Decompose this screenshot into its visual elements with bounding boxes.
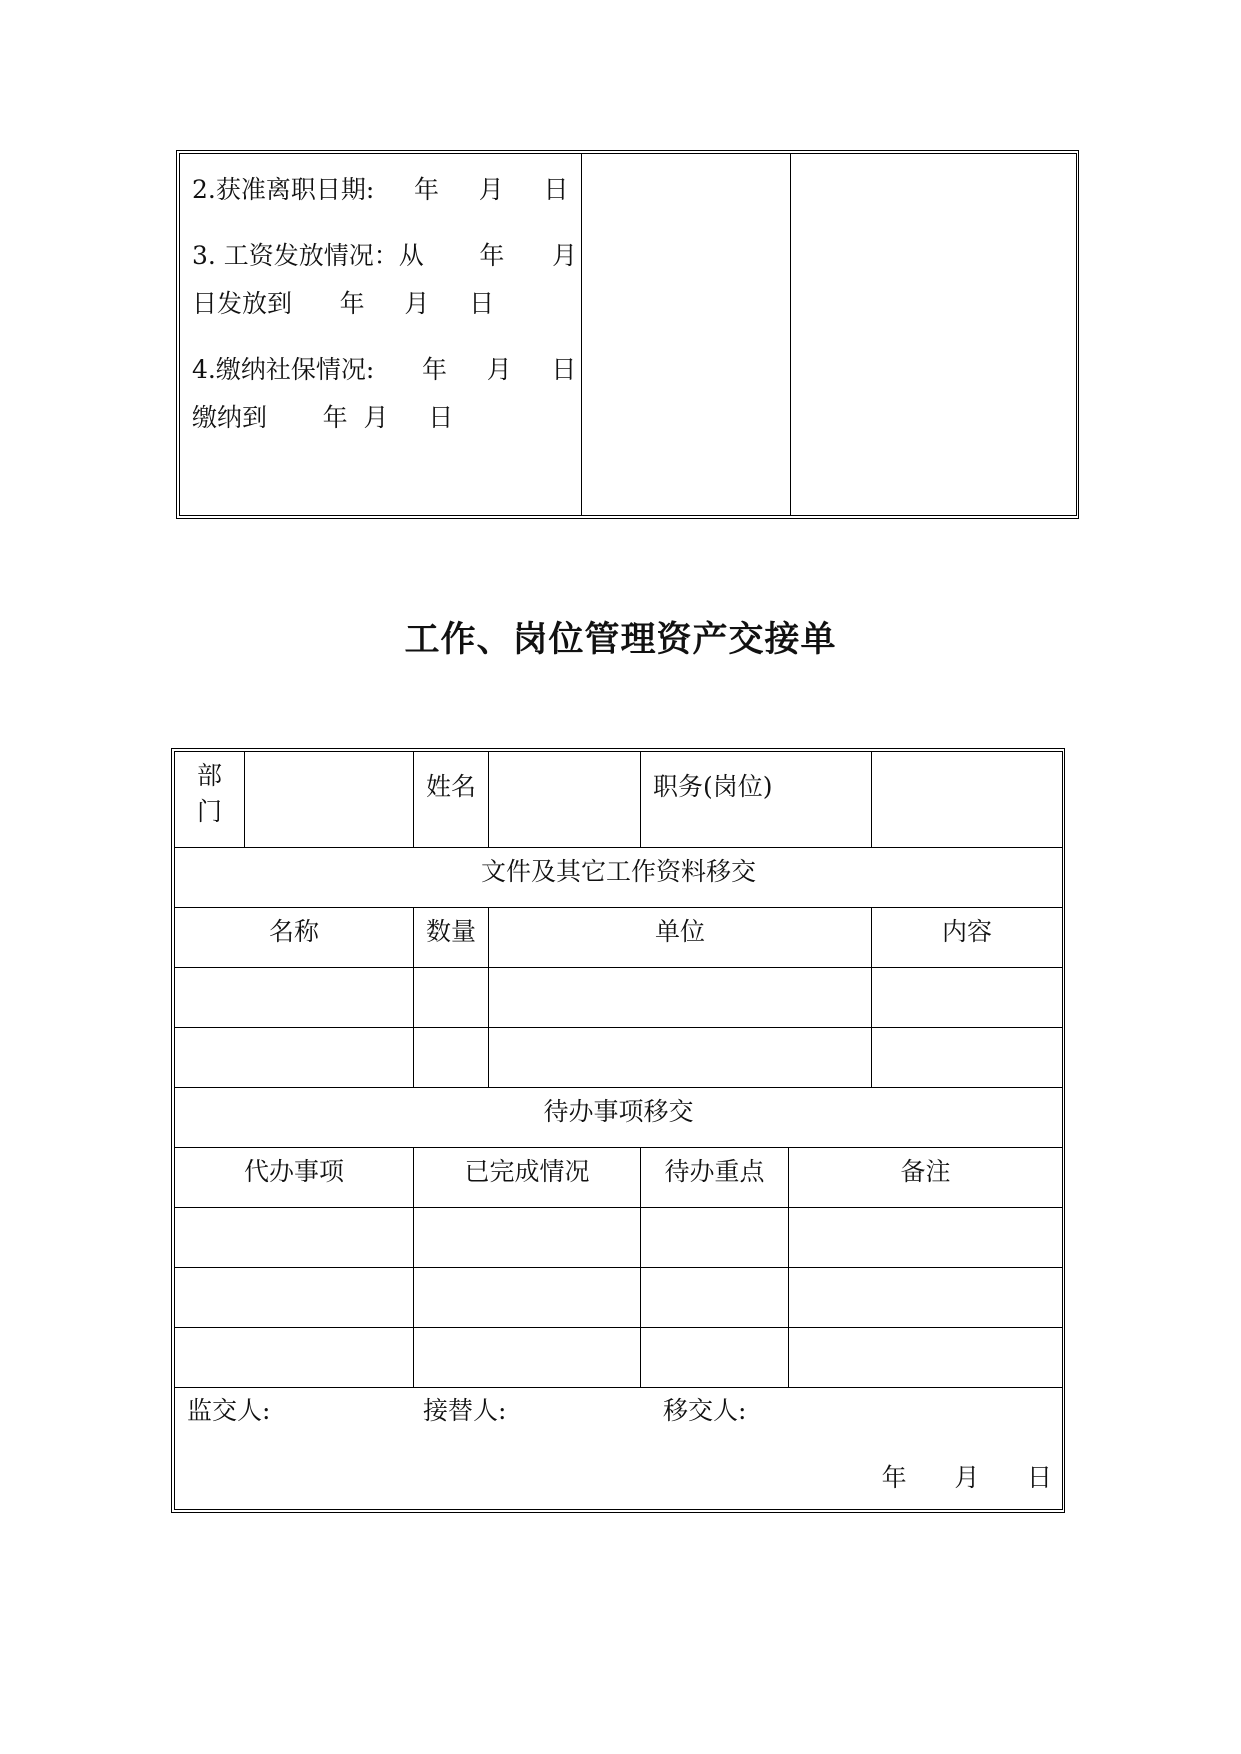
files-section-header: 文件及其它工作资料移交	[175, 848, 1063, 908]
signature-cell	[175, 1388, 1063, 1510]
resignation-details-cell	[180, 154, 582, 516]
todo-cell[interactable]	[175, 1208, 414, 1268]
files-cell[interactable]	[175, 1028, 414, 1088]
todo-cell[interactable]	[175, 1328, 414, 1388]
supervisor-label: 监交人:	[187, 1396, 271, 1425]
handover-form-table	[171, 748, 1065, 1513]
todo-header-remarks: 备注	[789, 1148, 1063, 1208]
todo-section-header: 待办事项移交	[175, 1088, 1063, 1148]
empty-cell	[582, 154, 791, 516]
handover-person-label: 移交人:	[663, 1396, 747, 1425]
files-header-content: 内容	[872, 908, 1063, 968]
position-label: 职务(岗位)	[641, 752, 872, 848]
dept-label	[175, 752, 245, 848]
todo-cell[interactable]	[641, 1208, 789, 1268]
position-value-cell[interactable]	[872, 752, 1063, 848]
salary-status-line2: 日发放到 年 月 日	[192, 289, 495, 318]
files-cell[interactable]	[872, 968, 1063, 1028]
todo-cell[interactable]	[789, 1268, 1063, 1328]
todo-cell[interactable]	[414, 1208, 641, 1268]
dept-label-text: 部门	[197, 761, 223, 826]
todo-header-completion: 已完成情况	[414, 1148, 641, 1208]
files-row	[175, 1028, 1063, 1088]
todo-cell[interactable]	[414, 1268, 641, 1328]
files-cell[interactable]	[175, 968, 414, 1028]
signature-labels	[187, 1394, 1050, 1430]
files-cell[interactable]	[414, 968, 489, 1028]
social-insurance-line1: 4.缴纳社保情况: 年 月 日	[192, 355, 577, 384]
todo-cell[interactable]	[175, 1268, 414, 1328]
sign-date: 年 月 日	[881, 1463, 1053, 1492]
name-label: 姓名	[414, 752, 489, 848]
form-title: 工作、岗位管理资产交接单	[404, 620, 837, 660]
files-header-name: 名称	[175, 908, 414, 968]
todo-cell[interactable]	[789, 1208, 1063, 1268]
salary-status-line1: 3. 工资发放情况：从 年 月	[192, 241, 578, 270]
empty-cell	[791, 154, 1077, 516]
todo-header-item: 代办事项	[175, 1148, 414, 1208]
resignation-info-grid	[179, 153, 1077, 516]
todo-row	[175, 1268, 1063, 1328]
dept-value-cell[interactable]	[245, 752, 414, 848]
todo-cell[interactable]	[789, 1328, 1063, 1388]
todo-cell[interactable]	[414, 1328, 641, 1388]
approved-leave-date-text: 2.获准离职日期: 年 月 日	[192, 175, 569, 204]
todo-row	[175, 1328, 1063, 1388]
resignation-info-table	[176, 150, 1079, 519]
todo-row	[175, 1208, 1063, 1268]
todo-cell[interactable]	[641, 1328, 789, 1388]
files-cell[interactable]	[489, 1028, 872, 1088]
todo-header-focus: 待办重点	[641, 1148, 789, 1208]
files-cell[interactable]	[414, 1028, 489, 1088]
files-cell[interactable]	[489, 968, 872, 1028]
files-header-quantity: 数量	[414, 908, 489, 968]
name-value-cell[interactable]	[489, 752, 641, 848]
files-header-unit: 单位	[489, 908, 872, 968]
files-row	[175, 968, 1063, 1028]
files-cell[interactable]	[872, 1028, 1063, 1088]
handover-form-grid	[174, 751, 1063, 1510]
receiver-label: 接替人:	[423, 1396, 507, 1425]
social-insurance-line2: 缴纳到 年 月 日	[192, 403, 454, 432]
todo-cell[interactable]	[641, 1268, 789, 1328]
